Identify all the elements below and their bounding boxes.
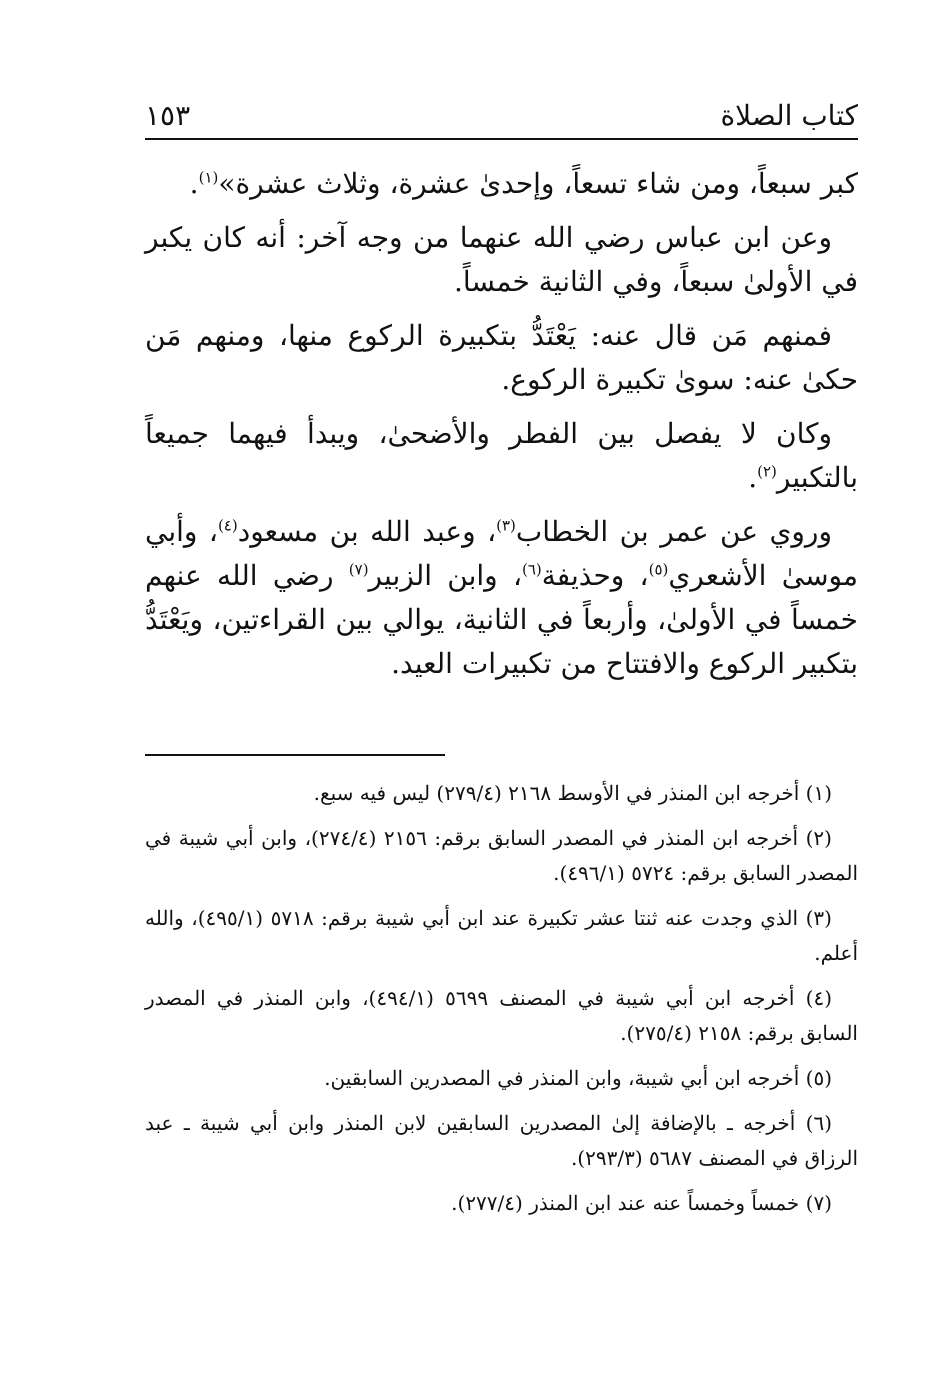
paragraph-text: وكان لا يفصل بين الفطر والأضحىٰ، ويبدأ فيهما جميعاً بالتكبير: [145, 417, 858, 494]
paragraph-end: .: [189, 167, 199, 200]
footnote-ref: (٢): [757, 462, 777, 481]
paragraph-text: كبر سبعاً، ومن شاء تسعاً، وإحدىٰ عشرة، وثلاث عشرة»: [218, 167, 858, 200]
footnote-2: (٢) أخرجه ابن المنذر في المصدر السابق برقم: ٢١٥٦ (٢٧٤/٤)، وابن أبي شيبة في المصدر السابق برقم: ٥٧٢٤ (٤٩٦/١).: [145, 825, 858, 885]
footnote-ref: (٥): [648, 560, 669, 579]
paragraph-text: رضي الله عنهم خمساً في الأولىٰ، وأربعاً في الثانية، يوالي بين القراءتين، ويَعْتَدُّ بتكبير الركوع والافتتاح من تكبيرات العيد.: [145, 559, 858, 680]
main-text: [145, 162, 858, 686]
footnote-3: (٣) الذي وجدت عنه ثنتا عشر تكبيرة عند ابن أبي شيبة برقم: ٥٧١٨ (٤٩٥/١)، والله أعلم.: [145, 905, 858, 965]
footnotes: [145, 776, 858, 1221]
paragraph-text: ، وحذيفة: [541, 559, 649, 592]
footnote-7: (٧) خمساً وخمساً عنه عند ابن المنذر (٢٧٧/٤).: [451, 1190, 832, 1215]
book-page: [145, 90, 858, 1340]
chapter-title: كتاب الصلاة: [720, 99, 858, 132]
paragraph-text: ، وأبي موسىٰ الأشعري: [145, 515, 858, 592]
running-header: [145, 90, 858, 136]
paragraph-text: وروي عن عمر بن الخطاب: [515, 515, 832, 548]
footnote-6: (٦) أخرجه ـ بالإضافة إلىٰ المصدرين السابقين لابن المنذر وابن أبي شيبة ـ عبد الرزاق في المصنف ٥٦٨٧ (٢٩٣/٣).: [145, 1110, 858, 1170]
footnote-ref: (٣): [496, 516, 516, 535]
footnote-5: (٥) أخرجه ابن أبي شيبة، وابن المنذر في المصدرين السابقين.: [324, 1065, 832, 1090]
header-divider: [145, 138, 858, 140]
page-number: ١٥٣: [145, 99, 191, 132]
paragraph-2: وعن ابن عباس رضي الله عنهما من وجه آخر: أنه كان يكبر في الأولىٰ سبعاً، وفي الثانية خمساً.: [145, 221, 858, 298]
paragraph-1: [145, 162, 858, 206]
footnote-ref: (١): [198, 168, 219, 187]
paragraph-text: ، وعبد الله بن مسعود: [237, 515, 497, 548]
paragraph-text: ، وابن الزبير: [368, 559, 522, 592]
paragraph-4: [145, 412, 858, 500]
footnote-ref: (٤): [217, 516, 238, 535]
paragraph-3: فمنهم مَن قال عنه: يَعْتَدُّ بتكبيرة الركوع منها، ومنهم مَن حكىٰ عنه: سوىٰ تكبيرة الركوع.: [145, 319, 858, 396]
footnote-4: (٤) أخرجه ابن أبي شيبة في المصنف ٥٦٩٩ (٤٩٤/١)، وابن المنذر في المصدر السابق برقم: ٢١٥٨ (٢٧٥/٤).: [145, 985, 858, 1045]
footnote-1: (١) أخرجه ابن المنذر في الأوسط ٢١٦٨ (٢٧٩/٤) ليس فيه سبع.: [313, 780, 832, 805]
paragraph-end: .: [748, 461, 758, 494]
footnote-ref: (٦): [522, 560, 542, 579]
footnote-ref: (٧): [348, 560, 369, 579]
paragraph-5: [145, 510, 858, 686]
footnote-separator: [145, 754, 445, 756]
